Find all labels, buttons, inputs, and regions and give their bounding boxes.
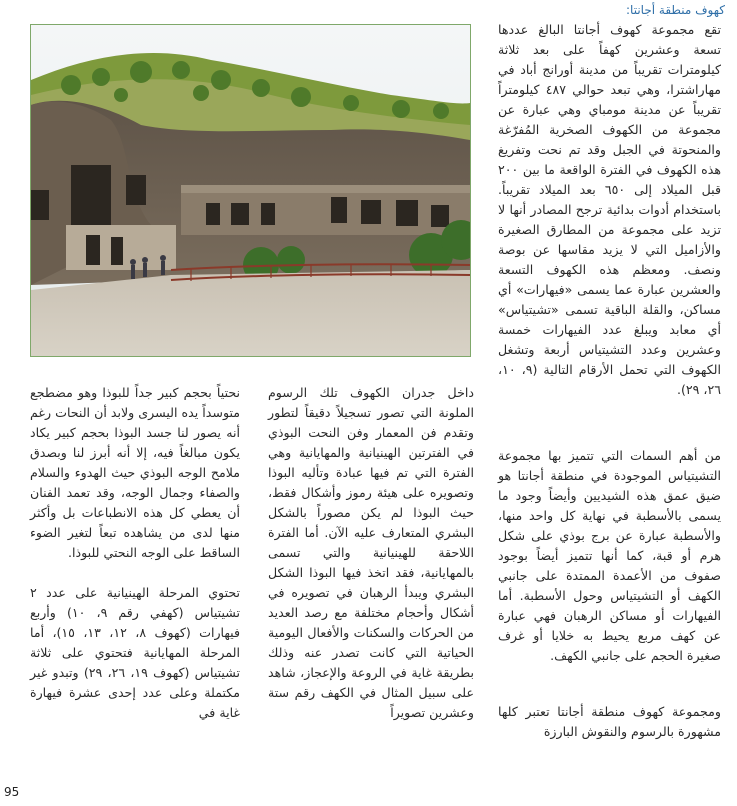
paragraph-left-2: تحتوي المرحلة الهينيانية على عدد ٢ تشيتياس (كهفي رقم ٩، ١٠) وأربع فيهارات (كهوف ٨، ١٢، ١٣، ١٥)، أما المرحلة المهايانية فتحتوي على ثلاثة تشيتياس (كهوف ١٩، ٢٦، ٢٩) وتبدو غير مكتملة وعلى عدد إحدى عشرة فيهارة غاية في bbox=[30, 585, 240, 720]
column-left bbox=[30, 383, 240, 723]
column-right bbox=[498, 20, 722, 739]
page-number: 95 bbox=[4, 785, 20, 799]
paragraph-middle-1: داخل جدران الكهوف تلك الرسوم الملونة التي تصور تسجيلاً دقيقاً لتطور وتقدم فن المعمار وفن النحت البوذي في الفترتين الهينيانية والمهايانية وهي الفترة التي تم فيها عبادة وتأليه البوذا وتصويره على هيئة رموز وأشكال فقط، حيث البوذا لم يكن مصوراً بالشكل البشري المتعارف عليه الآن. أما الفترة اللاحقة للهينيانية والتي تسمى بالمهايانية، فقد اتخذ فيها البوذا الشكل البشري ويبدأ الرهبان في تصويره في أشكال وأحجام مختلفة مع رصد العديد من الحركات والسكنات والأفعال اليومية الحياتية التي كانت تصدر عنه وذلك بطريقة غاية في الروعة والإعجاز، شاهد على سبيل المثال في الكهف رقم ستة وعشرين تصويراً bbox=[268, 385, 474, 720]
column-middle bbox=[268, 383, 474, 723]
paragraph-left-1: نحتياً بحجم كبير جداً للبوذا وهو مضطجع متوسداً يده اليسرى ولابد أن النحات رغم أنه يصور لنا جسد البوذا بحجم كبير يكاد يكون مبالغاً فيه، إلا أنه أبرز لنا وبصدق ملامح الوجه البوذي حيث الهدوء والسلام والصفاء وجمال الوجه، وقد تعمد الفنان أن يعطي كل هذه الانطباعات بل وأكثر منها لدى من يشاهده تبعاً لتغير الضوء الساقط على الوجه النحتي للبوذا. bbox=[30, 385, 240, 560]
section-heading: كهوف منطقة أجانتا: bbox=[626, 3, 725, 17]
paragraph-right-2: من أهم السمات التي تتميز بها مجموعة التشيتياس الموجودة في منطقة أجانتا هو ضيق عمق هذه الشيديين وأيضاً وجود ما يسمى بالأسطبة في نهاية كل واحد منها، والأسطبة عبارة عن برج بوذي على شكل هرم أو قبة، كما أنها تتميز أيضاً بوجود صفوف من الأعمدة الممتدة على جانبي الكهف أو التشيتياس وحول الأسطبة. أما الفيهارات أو مساكن الرهبان فهي عبارة عن كهف مربع يحيط به خلايا أو غرف صغيرة الحجم على جانبي الكهف. bbox=[498, 448, 721, 663]
paragraph-right-1: تقع مجموعة كهوف أجانتا البالغ عددها تسعة وعشرين كهفاً على بعد ثلاثة كيلومترات تقريباً من مدينة أورانج أباد في مهاراشترا، وهي تبعد حوالي ٤٨٧ كيلومتراً تقريباً عن مدينة مومباي وهي عبارة عن مجموعة من الكهوف الصخرية المُفرّغة والمنحوتة في الجبل وقد تم نحت وتفريغ هذه الكهوف في الفترة الواقعة ما بين ٢٠٠ قبل الميلاد إلى ٦٥٠ بعد الميلاد تقريباً. باستخدام أدوات بدائية ترجح المصادر أنها لا تزيد على مجموعة من المطارق الصغيرة والأزاميل التي لا يزيد مقاسها عن بوصة ونصف. ومعظم هذه الكهوف التسعة والعشرين عبارة عما يسمى «فيهارات» أي مساكن، والقلة الباقية تسمى «تشيتياس» أي معابد ويبلغ عدد الفيهارات خمسة وعشرين وعدد التشيتياس أربعة وتشغل الكهوف التي تحمل الأرقام التالية (٩، ١٠، ٢٦، ٢٩). bbox=[498, 22, 722, 397]
paragraph-right-3: ومجموعة كهوف منطقة أجانتا تعتبر كلها مشهورة بالرسوم والنقوش البارزة bbox=[498, 704, 721, 739]
ajanta-caves-photo bbox=[30, 24, 471, 357]
